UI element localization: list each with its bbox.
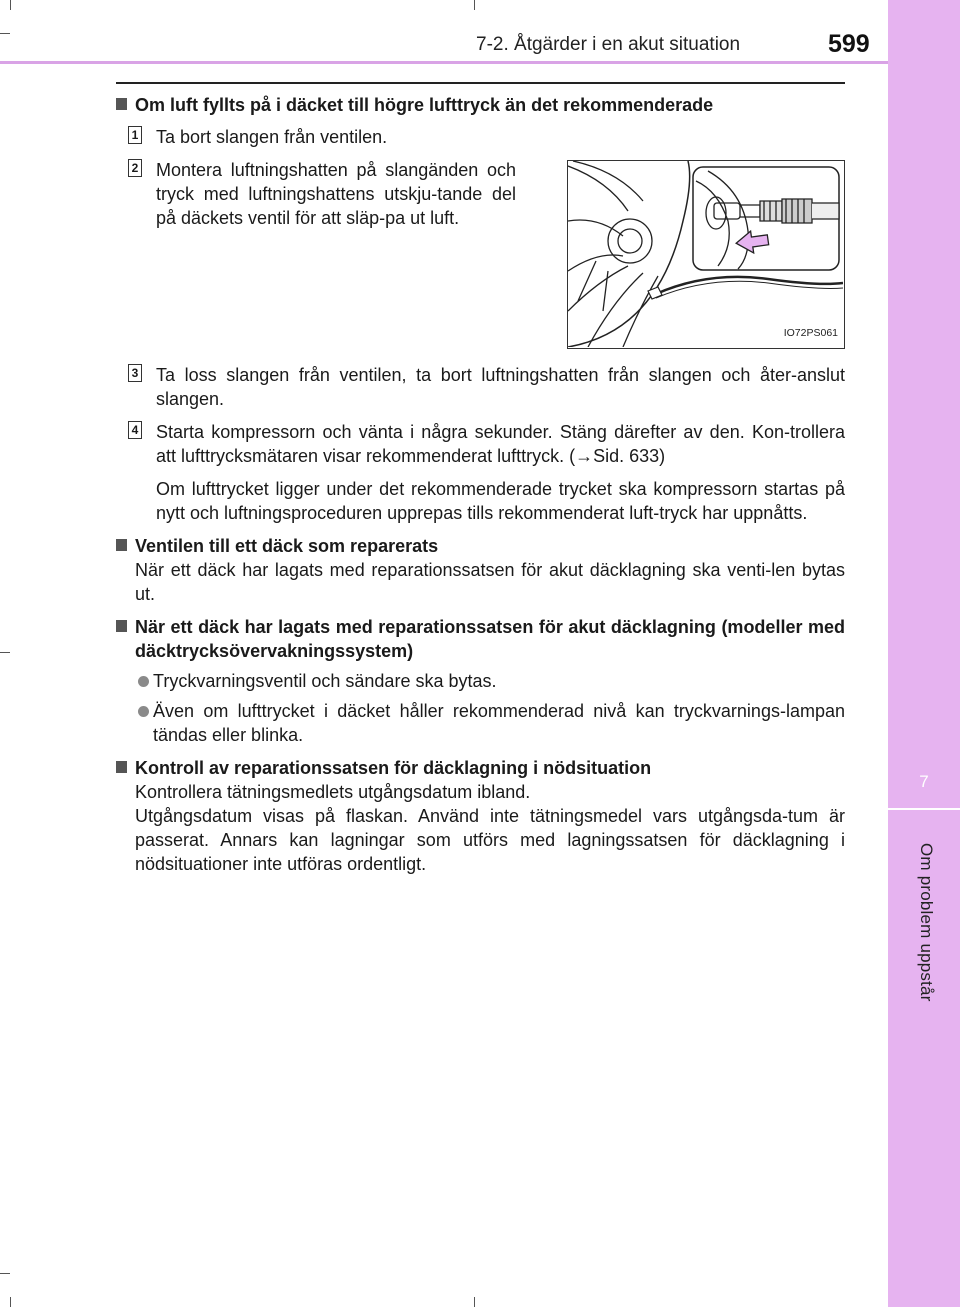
section-body-line: Utgångsdatum visas på flaskan. Använd inte tätningsmedel vars utgångsda-tum är passerat. Annars kan lagningar som utförs med lagningssatsen för däcklagning i nödsituationer inte utföras ordentligt. xyxy=(135,806,845,874)
section-heading: Om luft fyllts på i däcket till högre lufttryck än det rekommenderade xyxy=(116,93,845,117)
tire-valve-deflation-illustration xyxy=(568,161,843,347)
square-bullet-icon xyxy=(116,539,127,551)
step-number-badge: 4 xyxy=(128,421,142,439)
step-text: Ta loss slangen från ventilen, ta bort luftningshatten från slangen och åter-anslut slangen. xyxy=(156,365,845,409)
header-section-title: 7-2. Åtgärder i en akut situation xyxy=(476,34,741,55)
crop-mark xyxy=(474,0,475,10)
step-number-badge: 3 xyxy=(128,364,142,382)
section-heading: Kontroll av reparationssatsen för däcklagning i nödsituation xyxy=(116,756,845,780)
square-bullet-icon xyxy=(116,761,127,773)
crop-mark xyxy=(0,1273,10,1274)
crop-mark xyxy=(10,0,11,10)
section-body-line: Kontrollera tätningsmedlets utgångsdatum ibland. xyxy=(135,782,531,802)
chapter-title: Om problem uppstår xyxy=(917,843,936,1002)
section-body: När ett däck har lagats med reparationssatsen för akut däcklagning ska venti-len bytas ut. xyxy=(135,560,845,604)
figure-code: IO72PS061 xyxy=(783,327,838,339)
step-number-badge: 2 xyxy=(128,159,142,177)
list-item: Även om lufttrycket i däcket håller rekommenderad nivå kan tryckvarnings-lampan tändas eller blinka. xyxy=(116,699,845,747)
square-bullet-icon xyxy=(116,98,127,110)
header-rule xyxy=(0,61,888,64)
chapter-number: 7 xyxy=(919,772,929,791)
step-item xyxy=(116,125,845,149)
step-text: Montera luftningshatten på slangänden och tryck med luftningshattens utskju-tande del på däckets ventil för att släp-pa ut luft. xyxy=(156,160,516,228)
list-item: Tryckvarningsventil och sändare ska bytas. xyxy=(116,669,845,693)
tire-valve-figure xyxy=(567,160,845,349)
step-followup-text: Om lufttrycket ligger under det rekommenderade trycket ska kompressorn startas på nytt och luftningsproceduren upprepas tills rekommenderat luft-tryck har uppnåtts. xyxy=(156,479,845,523)
round-bullet-icon xyxy=(138,706,149,717)
round-bullet-icon xyxy=(138,676,149,687)
content-top-rule xyxy=(116,82,845,84)
step-with-figure xyxy=(116,158,845,349)
step-item xyxy=(116,420,845,468)
step-item xyxy=(116,158,516,230)
square-bullet-icon xyxy=(116,620,127,632)
chapter-side-tab xyxy=(888,0,960,1307)
chapter-divider xyxy=(888,808,960,810)
crop-mark xyxy=(0,652,10,653)
section-heading: När ett däck har lagats med reparationssatsen för akut däcklagning (modeller med däcktrycksövervakningssystem) xyxy=(116,615,845,663)
step-item xyxy=(116,363,845,411)
page-content xyxy=(116,93,845,876)
crop-mark xyxy=(10,1297,11,1307)
section-heading: Ventilen till ett däck som reparerats xyxy=(116,534,845,558)
crop-mark xyxy=(0,33,10,34)
page-number: 599 xyxy=(828,30,870,58)
crop-mark xyxy=(474,1297,475,1307)
step-number-badge: 1 xyxy=(128,126,142,144)
step-text: Ta bort slangen från ventilen. xyxy=(156,127,388,147)
step-text: Starta kompressorn och vänta i några sekunder. Stäng därefter av den. Kon-trollera att lufttrycksmätaren visar rekommenderat lufttryck. (→Sid. 633) xyxy=(156,422,845,466)
